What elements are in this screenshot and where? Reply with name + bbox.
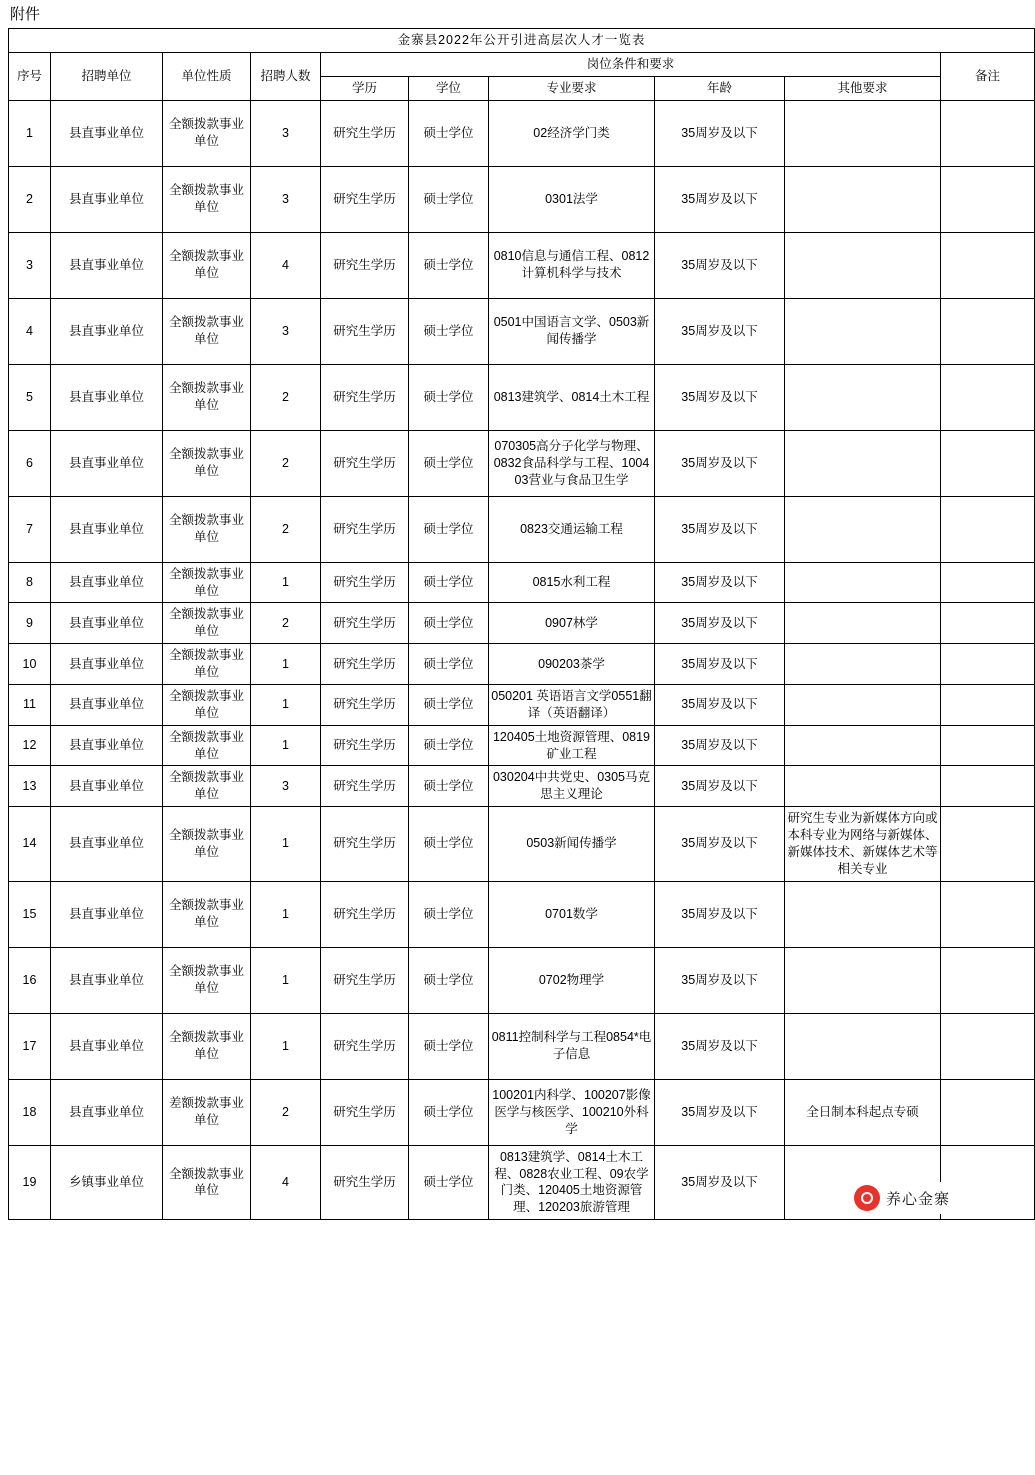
cell-major: 0501中国语言文学、0503新闻传播学 xyxy=(489,298,655,364)
cell-unit: 县直事业单位 xyxy=(51,644,163,685)
table-row xyxy=(9,1013,1035,1079)
cell-degree: 硕士学位 xyxy=(409,684,489,725)
cell-education: 研究生学历 xyxy=(321,232,409,298)
cell-seq: 7 xyxy=(9,496,51,562)
cell-other xyxy=(785,100,941,166)
cell-nature: 全额拨款事业单位 xyxy=(163,807,251,882)
cell-remark xyxy=(941,232,1035,298)
table-title-row xyxy=(9,29,1035,53)
cell-number: 4 xyxy=(251,232,321,298)
cell-age: 35周岁及以下 xyxy=(655,298,785,364)
table-row xyxy=(9,725,1035,766)
cell-nature: 差额拨款事业单位 xyxy=(163,1079,251,1145)
cell-unit: 乡镇事业单位 xyxy=(51,1145,163,1220)
cell-education: 研究生学历 xyxy=(321,1145,409,1220)
cell-seq: 4 xyxy=(9,298,51,364)
cell-other xyxy=(785,947,941,1013)
cell-age: 35周岁及以下 xyxy=(655,1079,785,1145)
cell-unit: 县直事业单位 xyxy=(51,947,163,1013)
cell-age: 35周岁及以下 xyxy=(655,807,785,882)
cell-education: 研究生学历 xyxy=(321,100,409,166)
table-row xyxy=(9,603,1035,644)
cell-education: 研究生学历 xyxy=(321,807,409,882)
cell-unit: 县直事业单位 xyxy=(51,766,163,807)
table-row xyxy=(9,562,1035,603)
table-row xyxy=(9,364,1035,430)
cell-other xyxy=(785,364,941,430)
cell-education: 研究生学历 xyxy=(321,562,409,603)
cell-major: 0815水利工程 xyxy=(489,562,655,603)
cell-education: 研究生学历 xyxy=(321,947,409,1013)
header-unit: 招聘单位 xyxy=(51,52,163,100)
cell-major: 120405土地资源管理、0819 矿业工程 xyxy=(489,725,655,766)
cell-education: 研究生学历 xyxy=(321,430,409,496)
cell-degree: 硕士学位 xyxy=(409,1079,489,1145)
cell-nature: 全额拨款事业单位 xyxy=(163,562,251,603)
cell-major: 100201内科学、100207影像医学与核医学、100210外科学 xyxy=(489,1079,655,1145)
watermark-label: 养心金寨 xyxy=(885,1190,950,1208)
cell-remark xyxy=(941,100,1035,166)
cell-age: 35周岁及以下 xyxy=(655,603,785,644)
cell-other xyxy=(785,644,941,685)
cell-unit: 县直事业单位 xyxy=(51,166,163,232)
cell-nature: 全额拨款事业单位 xyxy=(163,947,251,1013)
cell-remark xyxy=(941,684,1035,725)
cell-nature: 全额拨款事业单位 xyxy=(163,1013,251,1079)
cell-unit: 县直事业单位 xyxy=(51,364,163,430)
recruitment-table xyxy=(8,28,1035,1220)
cell-other xyxy=(785,766,941,807)
table-row xyxy=(9,100,1035,166)
cell-degree: 硕士学位 xyxy=(409,766,489,807)
table-row xyxy=(9,430,1035,496)
header-remark: 备注 xyxy=(941,52,1035,100)
cell-nature: 全额拨款事业单位 xyxy=(163,364,251,430)
table-row xyxy=(9,644,1035,685)
cell-remark xyxy=(941,807,1035,882)
cell-degree: 硕士学位 xyxy=(409,100,489,166)
cell-age: 35周岁及以下 xyxy=(655,881,785,947)
cell-other xyxy=(785,298,941,364)
cell-remark xyxy=(941,1013,1035,1079)
cell-number: 1 xyxy=(251,947,321,1013)
table-header-row-1 xyxy=(9,52,1035,76)
cell-number: 4 xyxy=(251,1145,321,1220)
cell-age: 35周岁及以下 xyxy=(655,364,785,430)
cell-major: 0823交通运输工程 xyxy=(489,496,655,562)
cell-nature: 全额拨款事业单位 xyxy=(163,100,251,166)
cell-remark xyxy=(941,725,1035,766)
cell-major: 0907林学 xyxy=(489,603,655,644)
page-title: 金寨县2022年公开引进高层次人才一览表 xyxy=(9,29,1035,53)
cell-degree: 硕士学位 xyxy=(409,1145,489,1220)
cell-degree: 硕士学位 xyxy=(409,496,489,562)
cell-major: 0301法学 xyxy=(489,166,655,232)
cell-unit: 县直事业单位 xyxy=(51,232,163,298)
cell-nature: 全额拨款事业单位 xyxy=(163,430,251,496)
cell-number: 3 xyxy=(251,166,321,232)
cell-unit: 县直事业单位 xyxy=(51,725,163,766)
cell-unit: 县直事业单位 xyxy=(51,1079,163,1145)
cell-remark xyxy=(941,1079,1035,1145)
cell-seq: 9 xyxy=(9,603,51,644)
cell-degree: 硕士学位 xyxy=(409,807,489,882)
header-seq: 序号 xyxy=(9,52,51,100)
header-number: 招聘人数 xyxy=(251,52,321,100)
table-row xyxy=(9,298,1035,364)
cell-major: 030204中共党史、0305马克思主义理论 xyxy=(489,766,655,807)
cell-number: 3 xyxy=(251,100,321,166)
cell-degree: 硕士学位 xyxy=(409,166,489,232)
cell-degree: 硕士学位 xyxy=(409,947,489,1013)
table-row xyxy=(9,881,1035,947)
cell-remark xyxy=(941,603,1035,644)
table-row xyxy=(9,496,1035,562)
cell-age: 35周岁及以下 xyxy=(655,644,785,685)
cell-nature: 全额拨款事业单位 xyxy=(163,1145,251,1220)
cell-nature: 全额拨款事业单位 xyxy=(163,166,251,232)
cell-nature: 全额拨款事业单位 xyxy=(163,232,251,298)
cell-major: 0813建筑学、0814土木工程、0828农业工程、09农学门类、120405土地资源管理、120203旅游管理 xyxy=(489,1145,655,1220)
cell-unit: 县直事业单位 xyxy=(51,1013,163,1079)
cell-age: 35周岁及以下 xyxy=(655,430,785,496)
cell-number: 2 xyxy=(251,603,321,644)
cell-age: 35周岁及以下 xyxy=(655,1013,785,1079)
table-row xyxy=(9,684,1035,725)
cell-number: 1 xyxy=(251,807,321,882)
cell-unit: 县直事业单位 xyxy=(51,100,163,166)
cell-number: 1 xyxy=(251,1013,321,1079)
cell-remark xyxy=(941,644,1035,685)
cell-nature: 全额拨款事业单位 xyxy=(163,644,251,685)
table-row xyxy=(9,766,1035,807)
cell-seq: 19 xyxy=(9,1145,51,1220)
cell-seq: 10 xyxy=(9,644,51,685)
cell-seq: 12 xyxy=(9,725,51,766)
cell-other xyxy=(785,603,941,644)
header-other: 其他要求 xyxy=(785,76,941,100)
table-row xyxy=(9,947,1035,1013)
cell-age: 35周岁及以下 xyxy=(655,947,785,1013)
cell-age: 35周岁及以下 xyxy=(655,232,785,298)
cell-remark xyxy=(941,766,1035,807)
cell-seq: 3 xyxy=(9,232,51,298)
cell-unit: 县直事业单位 xyxy=(51,562,163,603)
cell-age: 35周岁及以下 xyxy=(655,100,785,166)
cell-nature: 全额拨款事业单位 xyxy=(163,298,251,364)
cell-age: 35周岁及以下 xyxy=(655,562,785,603)
cell-nature: 全额拨款事业单位 xyxy=(163,881,251,947)
cell-unit: 县直事业单位 xyxy=(51,430,163,496)
cell-number: 2 xyxy=(251,430,321,496)
cell-seq: 14 xyxy=(9,807,51,882)
cell-number: 2 xyxy=(251,1079,321,1145)
cell-remark xyxy=(941,298,1035,364)
cell-number: 1 xyxy=(251,725,321,766)
cell-nature: 全额拨款事业单位 xyxy=(163,725,251,766)
cell-unit: 县直事业单位 xyxy=(51,603,163,644)
cell-other xyxy=(785,430,941,496)
cell-number: 1 xyxy=(251,644,321,685)
cell-seq: 1 xyxy=(9,100,51,166)
cell-other xyxy=(785,881,941,947)
cell-education: 研究生学历 xyxy=(321,644,409,685)
cell-other xyxy=(785,562,941,603)
cell-number: 1 xyxy=(251,562,321,603)
table-row xyxy=(9,232,1035,298)
cell-education: 研究生学历 xyxy=(321,881,409,947)
cell-unit: 县直事业单位 xyxy=(51,881,163,947)
cell-other xyxy=(785,684,941,725)
cell-education: 研究生学历 xyxy=(321,364,409,430)
cell-degree: 硕士学位 xyxy=(409,881,489,947)
cell-degree: 硕士学位 xyxy=(409,725,489,766)
cell-major: 0810信息与通信工程、0812计算机科学与技术 xyxy=(489,232,655,298)
cell-unit: 县直事业单位 xyxy=(51,298,163,364)
cell-degree: 硕士学位 xyxy=(409,364,489,430)
cell-education: 研究生学历 xyxy=(321,496,409,562)
cell-seq: 18 xyxy=(9,1079,51,1145)
cell-age: 35周岁及以下 xyxy=(655,1145,785,1220)
cell-major: 02经济学门类 xyxy=(489,100,655,166)
cell-other xyxy=(785,232,941,298)
cell-major: 090203茶学 xyxy=(489,644,655,685)
cell-other xyxy=(785,166,941,232)
cell-nature: 全额拨款事业单位 xyxy=(163,684,251,725)
cell-other: 全日制本科起点专硕 xyxy=(785,1079,941,1145)
cell-seq: 13 xyxy=(9,766,51,807)
cell-degree: 硕士学位 xyxy=(409,644,489,685)
cell-other: 研究生专业为新媒体方向或本科专业为网络与新媒体、新媒体技术、新媒体艺术等相关专业 xyxy=(785,807,941,882)
watermark-badge xyxy=(850,1182,957,1214)
cell-remark xyxy=(941,430,1035,496)
cell-education: 研究生学历 xyxy=(321,725,409,766)
cell-seq: 15 xyxy=(9,881,51,947)
header-education: 学历 xyxy=(321,76,409,100)
table-body xyxy=(9,100,1035,1220)
cell-unit: 县直事业单位 xyxy=(51,496,163,562)
cell-number: 3 xyxy=(251,766,321,807)
cell-education: 研究生学历 xyxy=(321,603,409,644)
cell-seq: 2 xyxy=(9,166,51,232)
cell-number: 3 xyxy=(251,298,321,364)
cell-age: 35周岁及以下 xyxy=(655,725,785,766)
attachment-label: 附件 xyxy=(10,6,41,23)
cell-seq: 17 xyxy=(9,1013,51,1079)
cell-education: 研究生学历 xyxy=(321,766,409,807)
cell-degree: 硕士学位 xyxy=(409,562,489,603)
header-age: 年龄 xyxy=(655,76,785,100)
cell-number: 1 xyxy=(251,881,321,947)
header-nature: 单位性质 xyxy=(163,52,251,100)
cell-degree: 硕士学位 xyxy=(409,232,489,298)
cell-remark xyxy=(941,947,1035,1013)
cell-major: 0701数学 xyxy=(489,881,655,947)
cell-major: 0503新闻传播学 xyxy=(489,807,655,882)
cell-remark xyxy=(941,496,1035,562)
cell-major: 050201 英语语言文学0551翻译（英语翻译） xyxy=(489,684,655,725)
cell-education: 研究生学历 xyxy=(321,1079,409,1145)
cell-age: 35周岁及以下 xyxy=(655,684,785,725)
cell-degree: 硕士学位 xyxy=(409,430,489,496)
header-major: 专业要求 xyxy=(489,76,655,100)
cell-education: 研究生学历 xyxy=(321,298,409,364)
cell-seq: 5 xyxy=(9,364,51,430)
header-group-conditions: 岗位条件和要求 xyxy=(321,52,941,76)
table-row xyxy=(9,807,1035,882)
cell-other xyxy=(785,496,941,562)
cell-unit: 县直事业单位 xyxy=(51,807,163,882)
cell-nature: 全额拨款事业单位 xyxy=(163,496,251,562)
cell-remark xyxy=(941,364,1035,430)
cell-remark xyxy=(941,881,1035,947)
cell-other xyxy=(785,725,941,766)
cell-other xyxy=(785,1013,941,1079)
header-degree: 学位 xyxy=(409,76,489,100)
cell-number: 2 xyxy=(251,364,321,430)
table-row xyxy=(9,166,1035,232)
cell-degree: 硕士学位 xyxy=(409,1013,489,1079)
cell-remark xyxy=(941,166,1035,232)
cell-education: 研究生学历 xyxy=(321,1013,409,1079)
cell-nature: 全额拨款事业单位 xyxy=(163,766,251,807)
cell-degree: 硕士学位 xyxy=(409,603,489,644)
cell-education: 研究生学历 xyxy=(321,166,409,232)
cell-number: 2 xyxy=(251,496,321,562)
cell-seq: 11 xyxy=(9,684,51,725)
circle-mark-icon xyxy=(854,1185,880,1211)
cell-major: 0702物理学 xyxy=(489,947,655,1013)
cell-nature: 全额拨款事业单位 xyxy=(163,603,251,644)
cell-major: 070305高分子化学与物理、0832食品科学与工程、100403营业与食品卫生学 xyxy=(489,430,655,496)
cell-age: 35周岁及以下 xyxy=(655,766,785,807)
cell-age: 35周岁及以下 xyxy=(655,496,785,562)
cell-unit: 县直事业单位 xyxy=(51,684,163,725)
cell-education: 研究生学历 xyxy=(321,684,409,725)
cell-seq: 6 xyxy=(9,430,51,496)
cell-age: 35周岁及以下 xyxy=(655,166,785,232)
table-row xyxy=(9,1079,1035,1145)
cell-number: 1 xyxy=(251,684,321,725)
cell-remark xyxy=(941,562,1035,603)
cell-major: 0811控制科学与工程0854*电子信息 xyxy=(489,1013,655,1079)
cell-seq: 16 xyxy=(9,947,51,1013)
cell-seq: 8 xyxy=(9,562,51,603)
cell-major: 0813建筑学、0814土木工程 xyxy=(489,364,655,430)
cell-degree: 硕士学位 xyxy=(409,298,489,364)
